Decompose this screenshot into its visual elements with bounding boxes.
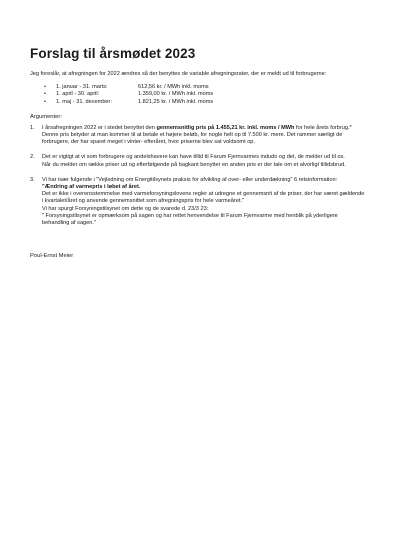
argument-item	[30, 177, 366, 227]
period-label: 1. april - 30. april:	[56, 91, 100, 98]
argument-body	[42, 154, 366, 168]
argument-paragraph: Det er vigtigt at vi som forbrugere og andelshavere kan have tillid til Farum Fjernvarmes indudo og det, de melder ud til os.	[42, 154, 345, 161]
arguments-heading: Argumenter:	[30, 113, 62, 120]
period-price: 1.359,00 kr. / MWh inkl. moms	[138, 91, 214, 98]
argument-paragraph: " Forsyningstilsynet er opmærksom på sagen og har rettet henvendelse til Farum Fjernvarme med henblik på yderligere behandling af sagen."	[42, 212, 338, 227]
bullet-icon: •	[44, 91, 46, 98]
price-period-item	[44, 91, 366, 98]
argument-body	[42, 177, 366, 227]
argument-text-before: I årsafregningen 2022 er i stedet benyttet den	[42, 124, 155, 131]
price-period-item	[44, 99, 366, 106]
argument-number: 3.	[30, 176, 35, 183]
period-label: 1. januar - 31. marts:	[56, 84, 108, 91]
document-title: Forslag til årsmødet 2023	[30, 46, 196, 61]
argument-number: 2.	[30, 154, 35, 161]
argument-paragraph: Vi har spurgt Forsyningstilsynet om dette og de svarede d. 23/3 23:	[42, 205, 209, 212]
bullet-icon: •	[44, 98, 46, 105]
intro-paragraph: Jeg foreslår, at afregningen for 2022 ændres så der benyttes de variable afregningsrater, der er meldt ud til forbrugerne:	[30, 71, 327, 77]
argument-number: 1.	[30, 124, 35, 131]
price-period-item	[44, 84, 366, 91]
period-label: 1. maj - 31. december:	[56, 98, 112, 105]
period-price: 612,56 kr. / MWh inkl. moms	[138, 84, 209, 91]
argument-item	[30, 154, 366, 168]
argument-quote-heading: "Ændring af varmepris i løbet af året.	[42, 184, 141, 191]
argument-text-bold: gennemsnitlig pris på 1.455,21 kr. inkl. moms / MWh	[156, 124, 295, 131]
period-price: 1.821,25 kr. / MWh inkl. moms	[138, 98, 214, 105]
price-period-list	[44, 84, 366, 106]
signature: Poul-Ernst Meier	[30, 253, 74, 260]
argument-item	[30, 125, 366, 147]
arguments-list	[30, 125, 366, 227]
argument-paragraph: Det er ikke i overensstemmelse med varmeforsyningslovens regler at udregne et gennemsnit af de priser, der har været gældende i kvartalet/året og anvende gennemsnittet som afregningspris for hele varmeåret."	[42, 191, 365, 205]
argument-text-after: for hele årets forbrug.* Denne pris betyder at man kommer til at betale et højere beløb, for nogle helt op til 7.500 kr. mere. Det rammer særligt de forbrugere, der har sparet meget i vinter- efteråret, hvor priserne blev sat voldsomt op.	[42, 124, 352, 146]
argument-paragraph: Vi har især fulgende i "Vejledning om Energitilsynets praksis for afvikling af over- eller underdækning" 6 retsinformation:	[42, 176, 338, 183]
bullet-icon: •	[44, 84, 46, 91]
argument-body	[42, 125, 366, 147]
argument-paragraph: Når du melder om række priser ud og efterfølgende på bagkant benytter en anden pris er der tale om et alvorligt tillidsbrud.	[42, 161, 346, 168]
argument-text	[42, 125, 366, 147]
